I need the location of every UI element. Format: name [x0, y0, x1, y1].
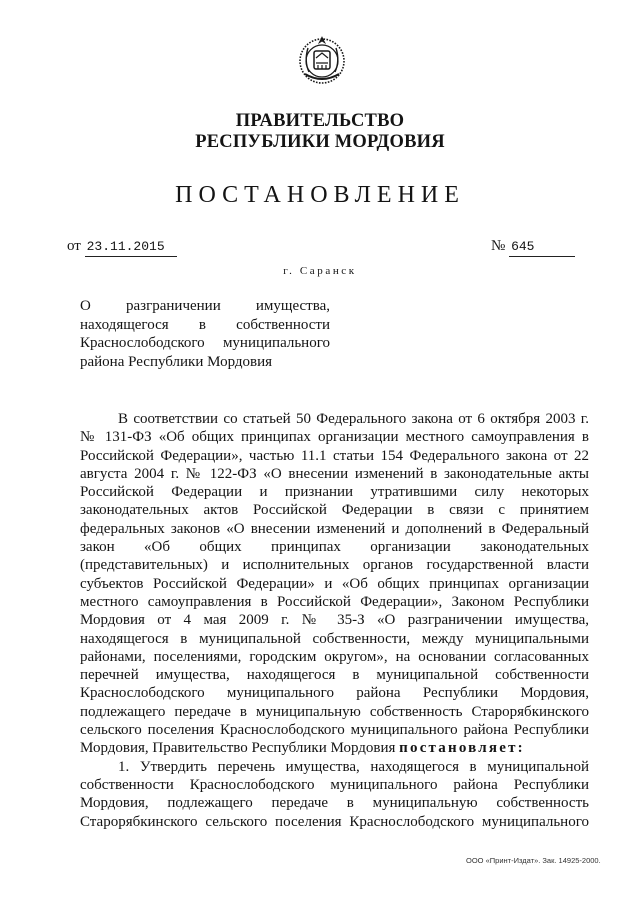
document-date: [67, 237, 177, 257]
body-line: находящегося в муниципальной собственности, между муниципальными: [80, 630, 589, 647]
document-body: [80, 410, 589, 831]
body-line: Российской Федерации», частью 11.1 статьи 154 Федерального закона от 22: [80, 447, 589, 464]
body-line: районами, поселениями, городским округом», на основании согласованных: [80, 648, 589, 665]
body-line: закон «Об общих принципах организации законодательных: [80, 539, 589, 556]
subject-line: О разграничении имущества,: [80, 298, 330, 314]
date-prefix: от: [67, 238, 81, 254]
number-value: 645: [509, 238, 575, 257]
decree-word: постановляет:: [399, 740, 525, 757]
body-line-final: [80, 739, 589, 757]
body-line: Краснослободского муниципального района Республики Мордовия,: [80, 685, 589, 702]
number-prefix: №: [491, 238, 506, 254]
body-line: местного самоуправления в Российской Федерации», Законом Республики: [80, 593, 589, 610]
org-name-line-1: ПРАВИТЕЛЬСТВО: [235, 111, 405, 131]
body-line: Российской Федерации и признании утратившими силу некоторых: [80, 484, 589, 501]
body-line: перечней имущества, находящегося в муниципальной собственности: [80, 667, 589, 684]
body-line: подлежащего передаче в муниципальную собственность Старорябкинского: [80, 703, 589, 720]
org-name-line-2: РЕСПУБЛИКИ МОРДОВИЯ: [195, 132, 445, 152]
body-line: Мордовия от 4 мая 2009 г. № 35-З «О разграничении имущества,: [80, 612, 589, 629]
body-line-text: Мордовия, Правительство Республики Мордовия: [80, 740, 400, 757]
body-line: субъектов Российской Федерации» и «Об общих принципах организации: [80, 575, 589, 592]
document-number: [491, 237, 575, 257]
print-info: ООО «Принт-Издат». Зак. 14925-2000.: [466, 856, 601, 865]
body-line: сельского поселения Краснослободского муниципального района Республики: [80, 722, 589, 739]
coat-of-arms-icon: [296, 34, 348, 86]
subject-line: района Республики Мордовия: [80, 353, 273, 370]
body-line: 1. Утвердить перечень имущества, находящегося в муниципальной: [118, 758, 589, 775]
document-type-title: ПОСТАНОВЛЕНИЕ: [175, 182, 465, 208]
body-line: № 131-ФЗ «Об общих принципах организации местного самоуправления в: [80, 429, 589, 446]
body-line: (представительных) и исполнительных органов государственной власти: [80, 557, 589, 574]
date-value: 23.11.2015: [85, 238, 177, 257]
city-line: г. Саранск: [283, 265, 357, 277]
body-line: В соответствии со статьей 50 Федерального закона от 6 октября 2003 г.: [118, 411, 589, 427]
body-line: законодательных актов Российской Федерации в связи с принятием: [80, 502, 589, 519]
subject-line: находящегося в собственности: [80, 316, 330, 333]
subject-line: Краснослободского муниципального: [80, 335, 330, 351]
body-line: августа 2004 г. № 122-ФЗ «О внесении изменений в законодательные акты: [80, 465, 589, 482]
body-line: Старорябкинского сельского поселения Краснослободского муниципального: [80, 813, 589, 830]
body-line: собственности Краснослободского муниципального района Республики: [80, 776, 589, 793]
document-subject: [80, 297, 330, 371]
body-line: федеральных законов «О внесении изменений и дополнений в Федеральный: [80, 520, 589, 537]
body-line: Мордовия, подлежащего передаче в муниципальную собственность: [80, 795, 589, 812]
